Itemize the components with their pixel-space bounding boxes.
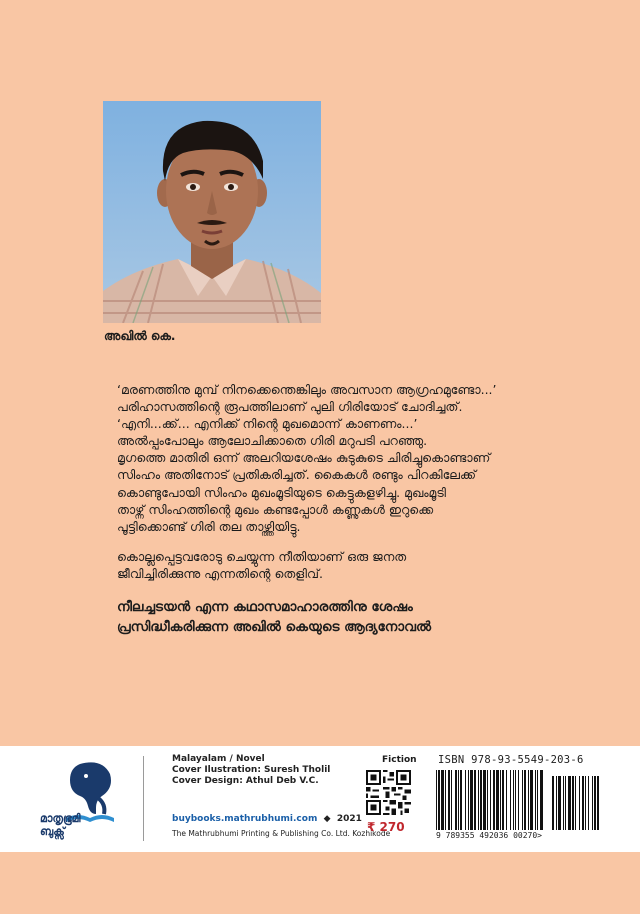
blurb-paragraph bbox=[117, 381, 617, 535]
closing-line: കൊല്ലപ്പെട്ടവരോടു ചെയ്യുന്ന നീതിയാണ് ഒരു ജനത bbox=[117, 548, 407, 564]
cover-design-credit: Cover Design: Athul Deb V.C. bbox=[172, 776, 319, 786]
blurb-line: അൽപ്പംപോലും ആലോചിക്കാതെ ഗിരി മറുപടി പറഞ്ഞു. bbox=[117, 433, 428, 449]
category: Malayalam / Novel bbox=[172, 754, 265, 764]
blurb-line: ‘എനി...ക്ക്... എനിക്ക് നിന്റെ മുഖമൊന്ന് കാണണം...’ bbox=[117, 416, 418, 432]
barcode-icon bbox=[436, 770, 600, 830]
publisher: The Mathrubhumi Printing & Publishing Co. Ltd. Kozhikode bbox=[172, 829, 391, 838]
author-photo bbox=[103, 101, 321, 323]
book-meta bbox=[172, 754, 330, 787]
tagline bbox=[117, 597, 431, 637]
blurb-line: ‘മരണത്തിനു മുമ്പ് നിനക്കെന്തെങ്കിലും അവസാന ആഗ്രഹമുണ്ടോ...’ bbox=[117, 382, 497, 397]
website-line bbox=[172, 814, 362, 824]
blurb-line: കൊണ്ടുപോയി സിംഹം മുഖംമൂടിയുടെ കെട്ടുകളഴിച്ചു. മുഖംമൂടി bbox=[117, 484, 446, 500]
isbn: ISBN 978-93-5549-203-6 bbox=[438, 754, 584, 766]
divider bbox=[143, 756, 144, 841]
qr-code-icon bbox=[366, 770, 411, 815]
logo-text-line: ബുക്സ് bbox=[40, 825, 65, 838]
website-link[interactable]: buybooks.mathrubhumi.com bbox=[172, 814, 318, 824]
author-name: അഖിൽ കെ. bbox=[104, 329, 176, 343]
blurb-line: മൃഗത്തെ മാതിരി ഒന്ന് അലറിയശേഷം കുടുകുടെ ചിരിച്ചുകൊണ്ടാണ് bbox=[117, 450, 491, 466]
tagline-line: നീലച്ചടയൻ എന്ന കഥാസമാഹാരത്തിനു ശേഷം bbox=[117, 599, 413, 615]
back-cover-footer bbox=[0, 746, 640, 852]
closing-line: ജീവിച്ചിരിക്കുന്നു എന്നതിന്റെ തെളിവ്. bbox=[117, 565, 324, 581]
blurb-line: പരിഹാസത്തിന്റെ രൂപത്തിലാണ് പുലി ഗിരിയോട് ചോദിച്ചത്. bbox=[117, 399, 463, 415]
diamond-separator-icon: ◆ bbox=[323, 814, 331, 824]
year: 2021 bbox=[336, 814, 362, 824]
price: ₹ 270 bbox=[367, 820, 405, 834]
logo-text-line: മാതൃഭൂമി bbox=[40, 812, 81, 825]
blurb-line: പൂട്ടിക്കൊണ്ട് ഗിരി തല താഴ്ത്തിയിട്ടു. bbox=[117, 518, 301, 534]
blurb-closing bbox=[117, 548, 617, 582]
blurb-text bbox=[117, 381, 617, 582]
blurb-line: സിംഹം അതിനോട് പ്രതികരിച്ചത്. കൈകൾ രണ്ടും പിറകിലേക്ക് bbox=[117, 467, 476, 483]
cover-illustration-credit: Cover Ilustration: Suresh Tholil bbox=[172, 765, 331, 775]
barcode-digits: 9 789355 492036 00270> bbox=[436, 831, 542, 840]
tagline-line: പ്രസിദ്ധീകരിക്കുന്ന അഖിൽ കെയുടെ ആദ്യനോവൽ bbox=[117, 619, 432, 635]
blurb-line: താഴ്ന്ന് സിംഹത്തിന്റെ മുഖം കണ്ടപ്പോൾ കണ്ണുകൾ ഇറുക്കെ bbox=[117, 501, 434, 517]
logo-text bbox=[40, 812, 81, 838]
genre-label: Fiction bbox=[382, 755, 417, 765]
